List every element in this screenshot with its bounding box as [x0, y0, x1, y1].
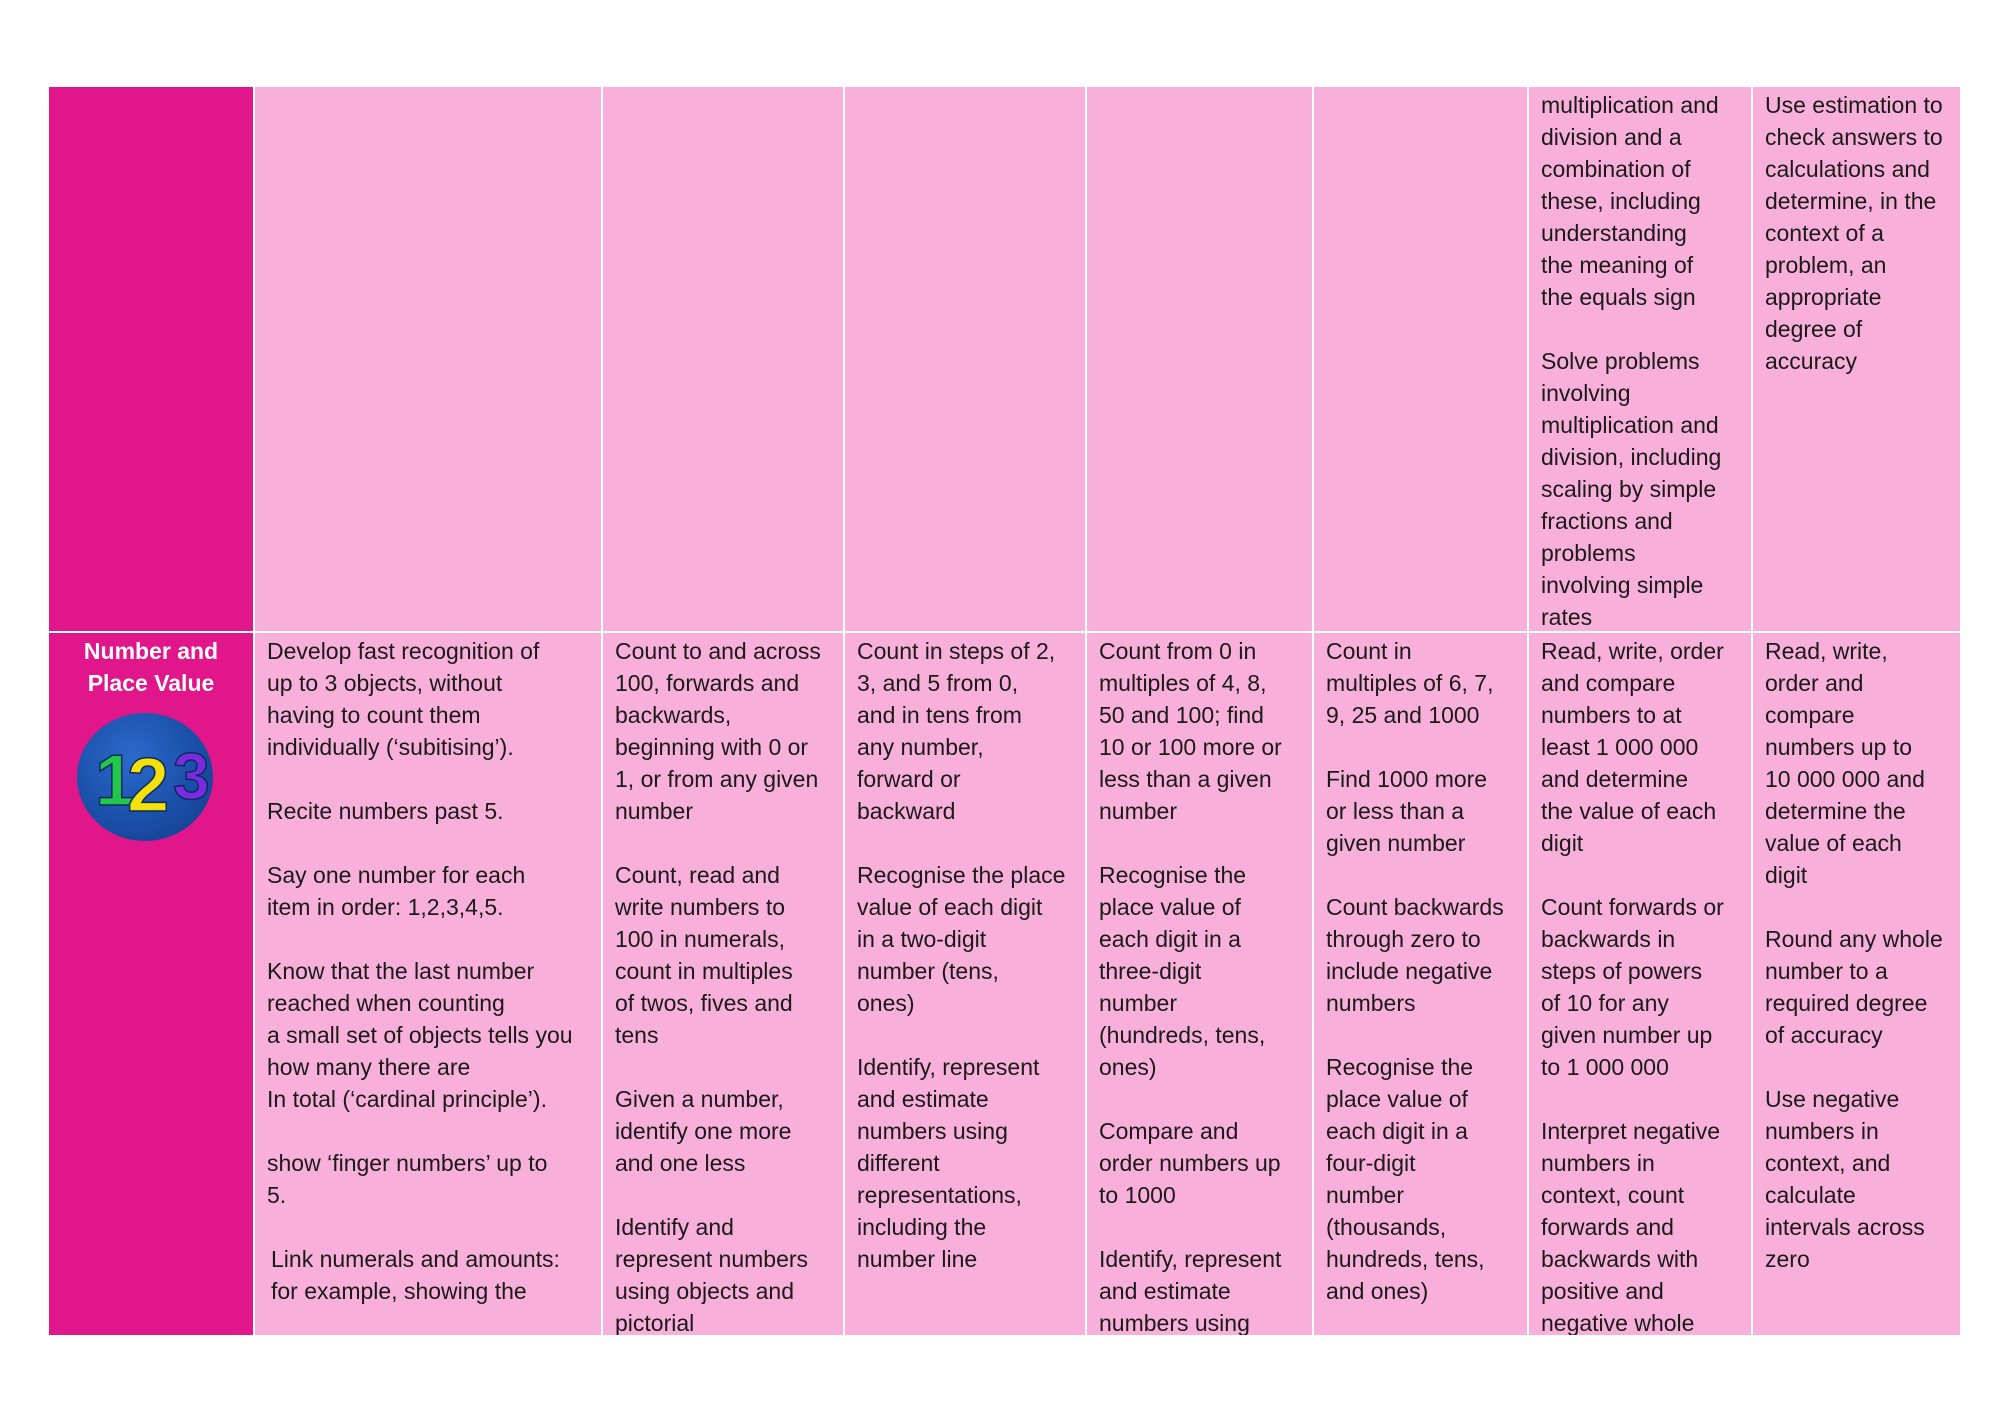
objective-text: Read, write, order and compare numbers up to 10 000 000 and determine the value of each digit — [1765, 638, 1925, 888]
row2-col4-cell — [1087, 633, 1312, 1335]
objective-text: Identify and represent numbers using objects and pictorial — [615, 1214, 809, 1335]
row1-col5-cell — [1314, 87, 1527, 631]
row2-col3-cell — [845, 633, 1085, 1335]
objective-text: Recognise the place value of each digit in a three-digit number (hundreds, tens, ones) — [1099, 862, 1266, 1080]
objective-text: Count to and across 100, forwards and backwards, beginning with 0 or 1, or from any given number — [615, 638, 821, 824]
objective-text: Count backwards through zero to include negative numbers — [1326, 894, 1504, 1016]
objective-text: Count forwards or backwards in steps of powers of 10 for any given number up to 1 000 000 — [1541, 894, 1724, 1080]
objective-text: Recognise the place value of each digit in a four-digit number (thousands, hundreds, tens, and ones) — [1326, 1054, 1485, 1304]
objective-text: show ‘finger numbers’ up to 5. — [267, 1150, 548, 1208]
digit-glyph: 2 — [127, 743, 170, 828]
row2-heading-cell — [49, 633, 253, 1335]
row1-col6-text: multiplication and division and a combination of these, including understanding the meaning of the equals sign — [1541, 92, 1719, 310]
objective-text: Read, write, order and compare numbers to at least 1 000 000 and determine the value of each digit — [1541, 638, 1724, 856]
objective-text: Develop fast recognition of up to 3 objects, without having to count them individually (‘subitising’). — [267, 638, 540, 760]
objective-text: Count in multiples of 6, 7, 9, 25 and 1000 — [1326, 638, 1494, 728]
objective-text: Compare and order numbers up to 1000 — [1099, 1118, 1281, 1208]
digit-glyph: 3 — [173, 739, 210, 813]
curriculum-table — [49, 87, 1960, 1335]
objective-text: Say one number for each item in order: 1,2,3,4,5. — [267, 862, 526, 920]
row1-col7-cell — [1753, 87, 1960, 631]
objective-text: Round any whole number to a required degree of accuracy — [1765, 926, 1943, 1048]
numbers-123-icon — [77, 713, 213, 841]
objective-text: Find 1000 more or less than a given number — [1326, 766, 1488, 856]
objective-text: Use negative numbers in context, and calculate intervals across zero — [1765, 1086, 1925, 1272]
row2-col7-cell — [1753, 633, 1960, 1335]
objective-text: Know that the last number reached when counting a small set of objects tells you how many there are In total (‘cardinal principle’). — [267, 958, 573, 1112]
objective-text: Link numerals and amounts: for example, showing the — [271, 1246, 560, 1304]
digit-glyph: 1 — [95, 741, 136, 821]
row2-col1-cell — [255, 633, 601, 1335]
row1-col3-cell — [845, 87, 1085, 631]
row1-col7-text: Use estimation to check answers to calculations and determine, in the context of a problem, an appropriate degree of accuracy — [1765, 92, 1943, 374]
objective-text: Identify, represent and estimate numbers using — [1099, 1246, 1282, 1335]
objective-text: Interpret negative numbers in context, count forwards and backwards with positive and negative whole — [1541, 1118, 1721, 1335]
row2-col2-cell — [603, 633, 843, 1335]
objective-text: Given a number, identify one more and one less — [615, 1086, 792, 1176]
objective-text: Recognise the place value of each digit in a two-digit number (tens, ones) — [857, 862, 1066, 1016]
row1-heading-cell — [49, 87, 253, 631]
row2-col5-cell — [1314, 633, 1527, 1335]
row1-col4-cell — [1087, 87, 1312, 631]
row1-col2-cell — [603, 87, 843, 631]
row1-col6-cell — [1529, 87, 1751, 631]
row2-col6-cell — [1529, 633, 1751, 1335]
objective-text: Count, read and write numbers to 100 in numerals, count in multiples of twos, fives and tens — [615, 862, 793, 1048]
row1-col1-cell — [255, 87, 601, 631]
objective-text: Count from 0 in multiples of 4, 8, 50 and 100; find 10 or 100 more or less than a given number — [1099, 638, 1282, 824]
row-heading-number-and-place-value: Number and Place Value — [83, 638, 219, 696]
objective-text: Identify, represent and estimate numbers using different representations, including the number line — [857, 1054, 1040, 1272]
objective-text: Count in steps of 2, 3, and 5 from 0, and in tens from any number, forward or backward — [857, 638, 1056, 824]
row1-col6-text: Solve problems involving multiplication and division, including scaling by simple fractions and problems involving simple rates — [1541, 348, 1722, 630]
objective-text: Recite numbers past 5. — [267, 798, 504, 824]
